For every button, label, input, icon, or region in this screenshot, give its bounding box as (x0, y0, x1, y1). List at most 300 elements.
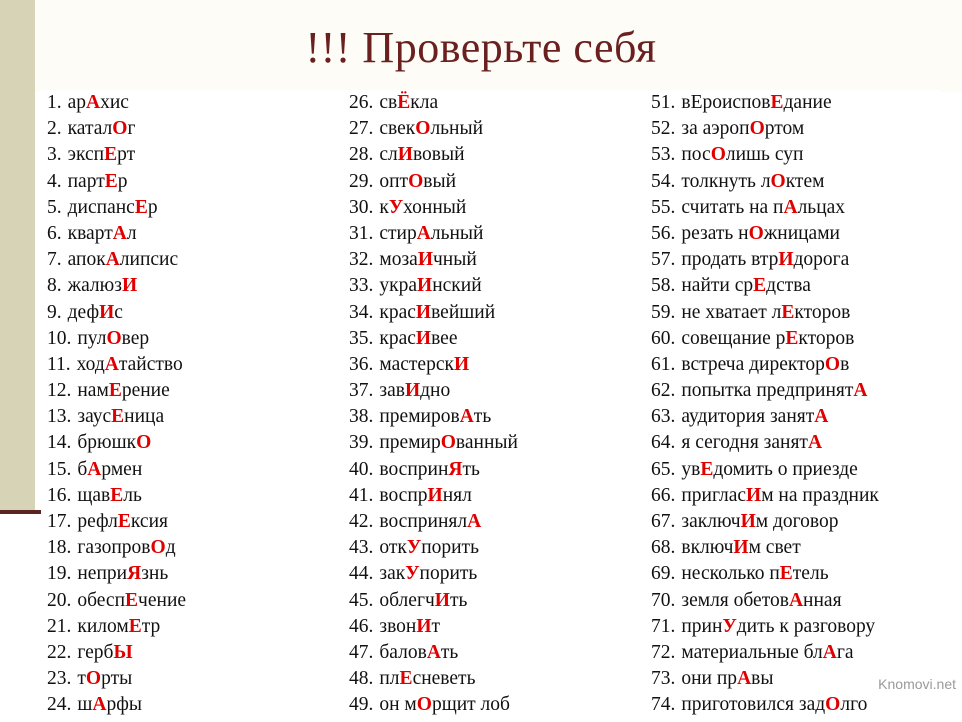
word-part: лишь суп (725, 144, 804, 166)
stressed-letter: О (416, 694, 432, 716)
stressed-letter: Ы (113, 641, 133, 663)
word-number: 21. (47, 615, 72, 637)
word-number: 42. (349, 511, 374, 532)
stressed-letter: А (87, 458, 102, 480)
word-row (651, 169, 879, 195)
word-part: льцах (797, 196, 846, 218)
word-number: 52. (651, 118, 676, 140)
word-part: опт (379, 170, 409, 192)
stressed-letter: У (388, 196, 404, 218)
word-part: чение (138, 589, 187, 611)
word-number: 40. (349, 458, 374, 480)
word-part: в (840, 353, 850, 375)
word-row (47, 221, 186, 247)
word-part: приглас (681, 484, 747, 506)
word-row (651, 588, 879, 614)
word-part: земля обетов (681, 589, 789, 611)
stressed-letter: А (807, 432, 823, 454)
word-number: 31. (349, 222, 374, 244)
word-number: 36. (349, 353, 374, 375)
stressed-letter: И (740, 511, 756, 532)
word-part: нял (442, 484, 472, 506)
word-part: звон (379, 615, 417, 637)
stressed-letter: И (99, 301, 115, 323)
word-number: 71. (651, 615, 676, 637)
word-number: 37. (349, 380, 374, 402)
word-part: вовый (412, 144, 465, 166)
word-part: дание (783, 92, 832, 113)
word-row (349, 352, 518, 378)
word-part: ть (473, 406, 492, 428)
word-part: я сегодня занят (681, 432, 808, 454)
word-row (47, 561, 186, 587)
word-row (651, 483, 879, 509)
word-part: нная (803, 589, 842, 611)
word-number: 20. (47, 589, 72, 611)
word-number: 51. (651, 92, 676, 113)
word-part: т (77, 668, 86, 690)
word-part: кторов (794, 301, 851, 323)
word-row (349, 404, 518, 430)
word-row (651, 692, 879, 718)
word-number: 44. (349, 563, 374, 585)
stressed-letter: О (770, 170, 786, 192)
word-part: б (77, 458, 88, 480)
word-row (651, 352, 879, 378)
word-row (47, 247, 186, 273)
word-part: ход (76, 353, 105, 375)
word-number: 19. (47, 563, 72, 585)
word-part: кварт (67, 222, 113, 244)
word-row (349, 300, 518, 326)
word-row (47, 404, 186, 430)
stressed-letter: А (426, 641, 441, 663)
word-number: 57. (651, 249, 676, 271)
word-row (651, 614, 879, 640)
word-part: рты (101, 668, 133, 690)
word-number: 41. (349, 484, 374, 506)
word-part: прин (681, 615, 723, 637)
word-part: за аэроп (681, 118, 750, 140)
stressed-letter: А (416, 222, 431, 244)
word-number: 11. (47, 353, 71, 375)
word-row (349, 614, 518, 640)
stressed-letter: Ё (397, 92, 411, 113)
word-part: вый (423, 170, 457, 192)
word-number: 45. (349, 589, 374, 611)
word-number: 3. (47, 144, 62, 166)
stressed-letter: О (824, 353, 841, 375)
word-part: непри (77, 563, 128, 585)
word-part: кла (410, 92, 439, 113)
word-number: 29. (349, 170, 374, 192)
stressed-letter: И (417, 249, 433, 271)
word-number: 5. (47, 196, 62, 218)
word-number: 38. (349, 406, 374, 428)
word-part: дорога (793, 249, 850, 271)
stressed-letter: И (416, 615, 432, 637)
word-part: д (165, 537, 176, 559)
word-part: ница (124, 406, 165, 428)
word-part: считать на п (681, 196, 784, 218)
word-number: 12. (47, 380, 72, 402)
word-part: крас (379, 327, 416, 349)
stressed-letter: Е (111, 406, 125, 428)
word-row (349, 509, 518, 535)
word-part: приготовился зад (681, 694, 826, 716)
word-row (47, 535, 186, 561)
word-row (47, 142, 186, 168)
word-part: рение (121, 380, 170, 402)
word-column-1 (47, 90, 186, 719)
stressed-letter: Е (110, 484, 124, 506)
word-part: герб (77, 641, 114, 663)
word-part: сневеть (412, 668, 476, 690)
word-part: продать втр (681, 249, 779, 271)
word-part: м на праздник (761, 484, 879, 506)
word-part: материальные бл (681, 641, 823, 663)
word-number: 53. (651, 144, 676, 166)
stressed-letter: А (467, 511, 482, 532)
word-part: катал (67, 118, 113, 140)
word-row (651, 535, 879, 561)
word-number: 60. (651, 327, 676, 349)
word-list (41, 90, 939, 722)
word-number: 26. (349, 92, 374, 113)
word-part: газопров (77, 537, 151, 559)
word-row (349, 378, 518, 404)
word-part: ртом (764, 118, 805, 140)
word-row (47, 483, 186, 509)
word-number: 33. (349, 275, 374, 297)
word-row (651, 640, 879, 666)
stressed-letter: Е (700, 458, 714, 480)
word-part: дить к разговору (736, 615, 876, 637)
stressed-letter: А (104, 353, 119, 375)
word-row (47, 378, 186, 404)
stressed-letter: О (710, 144, 726, 166)
stressed-letter: Е (785, 327, 799, 349)
word-row (47, 457, 186, 483)
stressed-letter: А (459, 406, 474, 428)
stressed-letter: И (415, 327, 432, 349)
word-part: премир (379, 432, 441, 454)
word-part: м свет (748, 537, 801, 559)
word-number: 16. (47, 484, 72, 506)
word-row (349, 561, 518, 587)
word-part: лго (840, 694, 868, 716)
word-part: облегч (379, 589, 435, 611)
word-part: моза (379, 249, 418, 271)
word-number: 13. (47, 406, 72, 428)
stressed-letter: А (814, 406, 829, 428)
stressed-letter: И (733, 537, 749, 559)
word-part: вы (751, 668, 774, 690)
word-part: ш (77, 694, 93, 716)
word-part: апок (67, 249, 106, 271)
word-row (651, 221, 879, 247)
word-number: 30. (349, 196, 374, 218)
word-part: резать н (681, 222, 749, 244)
word-part: пос (681, 144, 711, 166)
word-part: ксия (130, 511, 168, 532)
word-part: рт (117, 144, 136, 166)
left-decor-divider (0, 510, 44, 514)
word-number: 32. (349, 249, 374, 271)
word-number: 62. (651, 380, 676, 402)
word-number: 72. (651, 641, 676, 663)
stressed-letter: У (406, 537, 422, 559)
stressed-letter: А (788, 589, 804, 611)
word-number: 58. (651, 275, 676, 297)
stressed-letter: О (749, 118, 765, 140)
word-part: ть (462, 458, 480, 480)
word-part: пл (379, 668, 400, 690)
word-part: совещание р (681, 327, 786, 349)
stressed-letter: И (121, 275, 138, 297)
word-part: свек (379, 118, 416, 140)
word-number: 1. (47, 92, 62, 113)
word-row (47, 300, 186, 326)
word-part: вее (431, 327, 458, 349)
word-number: 56. (651, 222, 676, 244)
word-number: 39. (349, 432, 374, 454)
word-part: л (126, 222, 137, 244)
stressed-letter: О (150, 537, 166, 559)
stressed-letter: О (825, 694, 841, 716)
word-row (47, 588, 186, 614)
stressed-letter: О (106, 327, 122, 349)
word-part: встреча директор (681, 353, 825, 375)
word-part: нский (432, 275, 482, 297)
stressed-letter: А (112, 222, 127, 244)
word-part: ванный (455, 432, 518, 454)
word-part: включ (681, 537, 734, 559)
stressed-letter: И (746, 484, 762, 506)
word-number: 18. (47, 537, 72, 559)
word-part: рефл (77, 511, 118, 532)
word-part: жалюз (67, 275, 122, 297)
word-number: 4. (47, 170, 62, 192)
word-row (349, 247, 518, 273)
stressed-letter: И (434, 589, 450, 611)
stressed-letter: Е (117, 511, 131, 532)
word-part: парт (67, 170, 105, 192)
word-number: 54. (651, 170, 676, 192)
word-part: он м (379, 694, 417, 716)
word-part: воспр (379, 484, 428, 506)
word-part: обесп (77, 589, 126, 611)
stressed-letter: О (748, 222, 764, 244)
stressed-letter: Я (448, 458, 463, 480)
word-part: жницами (763, 222, 840, 244)
word-number: 14. (47, 432, 72, 454)
stressed-letter: И (417, 275, 433, 297)
word-number: 63. (651, 406, 676, 428)
word-row (349, 195, 518, 221)
stressed-letter: О (408, 170, 424, 192)
word-row (651, 273, 879, 299)
stressed-letter: Е (779, 563, 793, 585)
word-part: вер (121, 327, 150, 349)
word-part: хонный (403, 196, 467, 218)
word-part: заус (77, 406, 112, 428)
word-part: рщит лоб (431, 694, 510, 716)
word-number: 7. (47, 249, 62, 271)
word-part: нам (77, 380, 109, 402)
stressed-letter: О (440, 432, 456, 454)
word-part: м договор (755, 511, 839, 532)
word-number: 67. (651, 511, 676, 532)
word-part: эксп (67, 144, 105, 166)
word-number: 69. (651, 563, 676, 585)
word-number: 28. (349, 144, 374, 166)
word-part: порить (419, 563, 478, 585)
word-part: они пр (681, 668, 738, 690)
stressed-letter: А (822, 641, 837, 663)
word-part: пул (77, 327, 107, 349)
word-row (349, 535, 518, 561)
word-part: г (127, 118, 136, 140)
word-number: 61. (651, 353, 676, 375)
word-part: дства (766, 275, 811, 297)
word-part: мастерск (379, 353, 454, 375)
stressed-letter: Е (108, 380, 122, 402)
word-part: не хватает л (681, 301, 782, 323)
word-row (47, 692, 186, 718)
word-row (47, 273, 186, 299)
word-part: порить (421, 537, 479, 559)
word-part: попытка предпринят (681, 380, 854, 402)
word-part: брюшк (77, 432, 137, 454)
stressed-letter: У (405, 563, 420, 585)
word-row (349, 457, 518, 483)
word-part: тель (792, 563, 829, 585)
stressed-letter: О (136, 432, 152, 454)
stressed-letter: И (397, 144, 413, 166)
word-part: рмен (101, 458, 143, 480)
stressed-letter: Е (104, 144, 118, 166)
word-row (349, 483, 518, 509)
stressed-letter: А (86, 92, 101, 113)
word-number: 34. (349, 301, 374, 323)
stressed-letter: А (105, 249, 120, 271)
word-number: 68. (651, 537, 676, 559)
word-part: тр (141, 615, 161, 637)
word-number: 35. (349, 327, 374, 349)
word-row (651, 378, 879, 404)
word-number: 70. (651, 589, 676, 611)
word-row (651, 195, 879, 221)
word-row (47, 640, 186, 666)
word-part: укра (379, 275, 418, 297)
word-part: ар (67, 92, 87, 113)
stressed-letter: Е (104, 170, 118, 192)
word-part: несколько п (681, 563, 780, 585)
word-row (651, 404, 879, 430)
word-row (47, 352, 186, 378)
word-number: 24. (47, 694, 72, 716)
word-number: 6. (47, 222, 62, 244)
word-number: 47. (349, 641, 374, 663)
stressed-letter: Е (770, 92, 784, 113)
word-row (349, 116, 518, 142)
word-row (349, 221, 518, 247)
word-row (349, 640, 518, 666)
word-row (651, 142, 879, 168)
word-number: 49. (349, 694, 374, 716)
stressed-letter: А (737, 668, 752, 690)
word-part: липсис (119, 249, 179, 271)
word-part: св (379, 92, 398, 113)
word-row (349, 90, 518, 116)
word-row (651, 247, 879, 273)
word-row (349, 273, 518, 299)
word-number: 15. (47, 458, 72, 480)
word-part: га (836, 641, 854, 663)
word-row (349, 142, 518, 168)
stressed-letter: И (427, 484, 443, 506)
word-number: 9. (47, 301, 62, 323)
word-part: аудитория занят (681, 406, 815, 428)
word-number: 48. (349, 668, 374, 690)
word-row (651, 116, 879, 142)
word-part: ктем (785, 170, 825, 192)
word-number: 2. (47, 118, 62, 140)
word-number: 74. (651, 694, 676, 716)
word-number: 10. (47, 327, 72, 349)
word-part: ть (440, 641, 459, 663)
word-number: 73. (651, 668, 676, 690)
stressed-letter: Е (781, 301, 795, 323)
word-number: 59. (651, 301, 676, 323)
word-part: килом (77, 615, 129, 637)
word-part: рфы (106, 694, 142, 716)
stressed-letter: О (112, 118, 128, 140)
word-part: знь (141, 563, 169, 585)
stressed-letter: У (722, 615, 737, 637)
stressed-letter: Е (128, 615, 142, 637)
word-row (47, 195, 186, 221)
word-part: чный (433, 249, 477, 271)
word-row (651, 457, 879, 483)
word-number: 66. (651, 484, 676, 506)
stressed-letter: Е (125, 589, 139, 611)
word-column-3 (651, 90, 879, 719)
word-part: воспринял (379, 511, 468, 532)
word-number: 43. (349, 537, 374, 559)
word-part: р (147, 196, 158, 218)
word-part: зав (379, 380, 405, 402)
word-part: деф (67, 301, 100, 323)
word-number: 64. (651, 432, 676, 454)
word-part: вейший (431, 301, 496, 323)
word-part: отк (379, 537, 407, 559)
word-number: 65. (651, 458, 676, 480)
word-part: домить о приезде (713, 458, 858, 480)
word-part: кторов (798, 327, 855, 349)
word-row (47, 666, 186, 692)
word-part: ув (681, 458, 701, 480)
stressed-letter: О (85, 668, 102, 690)
word-part: льный (430, 222, 484, 244)
page-title: !!! Проверьте себя (305, 23, 657, 72)
word-row (349, 326, 518, 352)
word-part: премиров (379, 406, 460, 428)
word-row (47, 90, 186, 116)
stressed-letter: О (415, 118, 431, 140)
stressed-letter: Я (127, 563, 142, 585)
